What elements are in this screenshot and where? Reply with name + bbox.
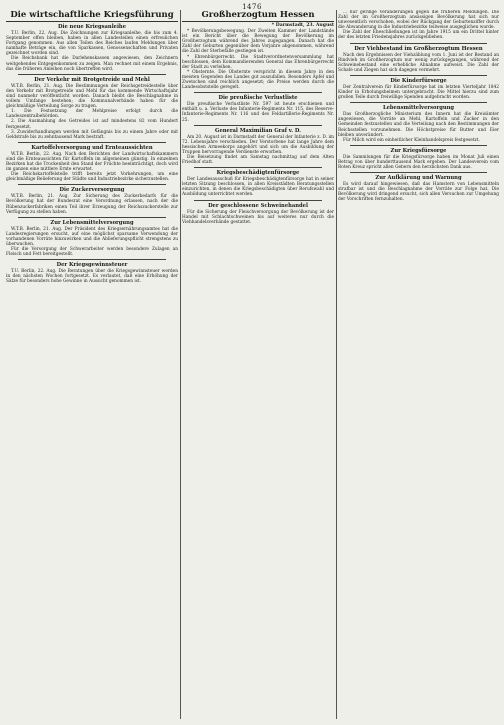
article-paragraph: W.T.B. Berlin, 21. Aug. Die Bestimmungen der Reichsgetreidestelle über den Verkehr mit Brotgetreide und Mehl für das kommende Wirtschaftsjahr sind nunmehr veröffentlicht worden. Danach bleibt die Beschlagnahme in vollem Umfange bestehen; die Kommunalverbände haben für die gleichmäßige Verteilung Sorge zu tragen. <box>6 83 178 110</box>
section-rule <box>18 217 166 218</box>
article-paragraph: Es wird darauf hingewiesen, daß das Hamstern von Lebensmitteln strafbar ist und die Beschlagnahme der Vorräte zur Folge hat. Die Bevölkerung wird dringend ersucht, sich allen Versuchen zur Umgehung der Vorschriften fernzuhalten. <box>338 182 499 203</box>
article-paragraph: Die Zahl der Eheschließungen ist im Jahre 1915 um ein Drittel hinter der des letzten Friedensjahres zurückgeblieben. <box>338 30 499 41</box>
article-paragraph: Am 20. August ist in Darmstadt der General der Infanterie z. D. im 72. Lebensjahre verschieden. Der Verstorbene hat lange Jahre dem hessischen Armeekorps angehört und sich um die Ausbildung der Truppen hervorragende Verdienste erworben. <box>182 134 334 155</box>
article-paragraph: Der Landesausschuß für Kriegsbeschädigtenfürsorge hat in seiner letzten Sitzung beschlossen, in allen Kreisstädten Beratungsstellen einzurichten, in denen die Kriegsbeschädigten über Berufswahl und Ausbildung unterrichtet werden. <box>182 177 334 198</box>
section-rule <box>350 145 487 146</box>
article-paragraph: Die Beisetzung findet am Samstag nachmittag auf dem Alten Friedhof statt. <box>182 154 334 166</box>
column-1 <box>6 10 178 719</box>
article-paragraph: Der Zentralverein für Kinderfürsorge hat im letzten Vierteljahr 1842 Kinder in Erholungsheimen untergebracht. Die Mittel hierzu sind zum großen Teile durch freiwillige Spenden aufgebracht worden. <box>338 84 499 101</box>
column-3 <box>338 10 499 719</box>
section-title: Die Zuckerversorgung <box>59 187 125 194</box>
section-rule <box>18 184 166 185</box>
column-heading: Großherzogtum Hessen <box>182 10 334 22</box>
article-paragraph: * Bevölkerungsbewegung. Der Zweiten Kammer der Landstände ist ein Bericht über die Bewegung der Bevölkerung im Großherzogtum während des Jahres zugegangen. Danach hat die Zahl der Geburten gegenüber dem Vorjahre abgenommen, während die Zahl der Sterbefälle gestiegen ist. <box>182 29 334 55</box>
article-paragraph: 1. Die Festsetzung der Mehlpreise erfolgt durch die Landeszentralbehörden. <box>6 109 178 120</box>
column-2 <box>182 10 334 719</box>
article-paragraph: Für die Versorgung der Schwerarbeiter werden besondere Zulagen an Fleisch und Fett bereitgestellt. <box>6 247 178 258</box>
section-rule <box>194 92 322 93</box>
section-rule <box>194 200 322 201</box>
section-title: Der geschlossene Schweinehandel <box>208 202 308 209</box>
article-paragraph: Für Milch wird ein einheitlicher Kleinhandelspreis festgesetzt. <box>343 137 480 143</box>
dateline: * Darmstadt, 23. August <box>271 23 334 28</box>
article-paragraph: W.T.B. Berlin, 21. Aug. Zur Sicherung des Zuckerbedarfs für die Bevölkerung hat der Bundesrat eine Verordnung erlassen, nach der die Rübenzuckerfabriken einen Teil ihrer Erzeugung der Reichszuckerstelle zur Verfügung zu stellen haben. <box>6 194 178 215</box>
article-paragraph: Die Reichskartoffelstelle trifft bereits jetzt Vorkehrungen, um eine gleichmäßige Belieferung der Städte und Industriebezirke sicherzustellen. <box>6 172 178 183</box>
section-title: Kartoffelversorgung und Ernteaussichten <box>31 144 153 151</box>
section-title: Zur Kriegsfürsorge <box>390 147 447 154</box>
section-title: Zur Aufklärung und Warnung <box>375 175 462 182</box>
section-title: Zur Lebensmittelversorgung <box>50 219 134 226</box>
section-title: General Maximilian Graf v. D. <box>215 127 301 134</box>
section-title: Der Viehbestand im Großherzogtum Hessen <box>354 45 483 52</box>
article-paragraph: W.T.B. Berlin, 21. Aug. Der Präsident des Kriegsernährungsamtes hat die Landesregierungen ersucht, auf eine möglichst sparsame Verwendung der vorhandenen Vorräte hinzuwirken und die Ablieferungspflicht strengstens zu überwachen. <box>6 226 178 247</box>
article-paragraph: 2. Die Ausmahlung des Getreides ist auf mindestens 82 vom Hundert festgesetzt. <box>6 119 178 130</box>
section-title: Die neue Kriegsanleihe <box>57 24 127 30</box>
article-paragraph: Die preußische Verlustliste Nr. 597 ist heute erschienen und enthält u. a. Verluste des Infanterie-Regiments Nr. 115, des Reserve-Infanterie-Regiments Nr. 116 und des Feldartillerie-Regiments Nr. 25. <box>182 102 334 123</box>
article-paragraph: Das Großherzogliche Ministerium des Innern hat die Kreisämter angewiesen, die Vorräte an Mehl, Kartoffeln und Zucker in den Gemeinden festzustellen und die Verteilung nach den Bestimmungen der Reichsstellen vorzunehmen. Die Höchstpreise für Butter und Eier bleiben unverändert. <box>338 112 499 138</box>
article-paragraph: * Obsternte. Die Obsternte verspricht in diesem Jahre in den meisten Gegenden des Landes gut auszufallen. Besonders Äpfel und Zwetschen sind reichlich angesetzt; die Preise werden durch die Landesobststelle geregelt. <box>182 69 334 91</box>
article-paragraph: Die Reichsbank hat die Darlehenskassen angewiesen, den Zeichnern weitgehendes Entgegenkommen zu zeigen. Man rechnet mit einem Ergebnis, das die früheren Anleihen noch übertreffen wird. <box>6 56 178 72</box>
section-title: Kriegsbeschädigtenfürsorge <box>216 170 300 177</box>
section-rule <box>350 75 487 76</box>
article-paragraph: ... nur geringe Veränderungen gegen die früheren Meldungen. Die Zahl der im Großherzogtum ansässigen Bevölkerung hat sich nur unwesentlich verschoben, wobei der Rückgang der Geburtenziffer durch die Abwanderung in die Industriebezirke teilweise ausgeglichen wurde. <box>338 10 499 31</box>
section-title: Die Kinderfürsorge <box>390 77 447 84</box>
section-title: Der Verkehr mit Brotgetreide und Mehl <box>34 76 150 83</box>
section-rule <box>18 74 166 75</box>
article-paragraph: T.U. Berlin, 22. Aug. Die Zeichnungen zur Kriegsanleihe, die bis zum 4. September offen bleiben, haben in allen Landesteilen einen erfreulichen Fortgang genommen. Aus allen Teilen des Reiches laufen Meldungen über namhafte Beträge ein, die von Sparkassen, Genossenschaften und Privaten gezeichnet worden sind. <box>6 31 178 57</box>
section-rule <box>18 142 166 143</box>
article-paragraph: T.U. Berlin, 22. Aug. Die Beratungen über die Kriegsgewinnsteuer werden in den nächsten Wochen fortgesetzt. Es verlautet, daß eine Erhöhung der Sätze für besonders hohe Gewinne in Aussicht genommen ist. <box>6 269 178 285</box>
article-paragraph: 3. Zuwiderhandlungen werden mit Gefängnis bis zu einem Jahre oder mit Geldstrafe bis zu zehntausend Mark bestraft. <box>6 129 178 140</box>
article-paragraph: Für die Sicherung der Fleischversorgung der Bevölkerung ist der Handel mit Schlachtschweinen bis auf weiteres nur durch die Viehhandelsverbände gestattet. <box>182 209 334 225</box>
section-rule <box>194 125 322 126</box>
column-divider <box>336 10 337 719</box>
page-number: 1476 <box>242 3 262 11</box>
column-heading: Die wirtschaftliche Kriegsführung <box>6 10 178 22</box>
section-rule <box>350 172 487 173</box>
column-divider <box>180 10 181 719</box>
section-rule <box>18 259 166 260</box>
article-paragraph: * Ehrenbürgerrecht. Die Stadtverordnetenversammlung hat beschlossen, dem Kommandierenden General das Ehrenbürgerrecht der Stadt zu verleihen. <box>182 54 334 70</box>
section-title: Die preußische Verlustliste <box>218 95 298 102</box>
article-paragraph: W.T.B. Berlin, 22. Aug. Nach den Berichten der Landwirtschaftskammern sind die Ernteaussichten für Kartoffeln im allgemeinen günstig. In einzelnen Bezirken hat die Trockenheit den Stand der Früchte beeinträchtigt, doch wird im ganzen eine mittlere Ernte erwartet. <box>6 151 178 173</box>
section-title: Der Kriegsgewinnsteuer <box>56 262 128 269</box>
article-paragraph: Die Sammlungen für die Kriegsfürsorge haben im Monat Juli einen Betrag von über hunderttausend Mark ergeben. Der Landesverein vom Roten Kreuz spricht allen Gebern den herzlichsten Dank aus. <box>338 154 499 170</box>
section-rule <box>350 43 487 44</box>
section-rule <box>194 167 322 168</box>
article-paragraph: Nach den Ergebnissen der Viehzählung vom 1. Juni ist der Bestand an Rindvieh im Großherzogtum nur wenig zurückgegangen, während der Schweinebestand eine erhebliche Abnahme aufweist. Die Zahl der Schafe und Ziegen hat sich dagegen vermehrt. <box>338 52 499 73</box>
section-rule <box>350 102 487 103</box>
section-title: Lebensmittelversorgung <box>382 105 455 112</box>
